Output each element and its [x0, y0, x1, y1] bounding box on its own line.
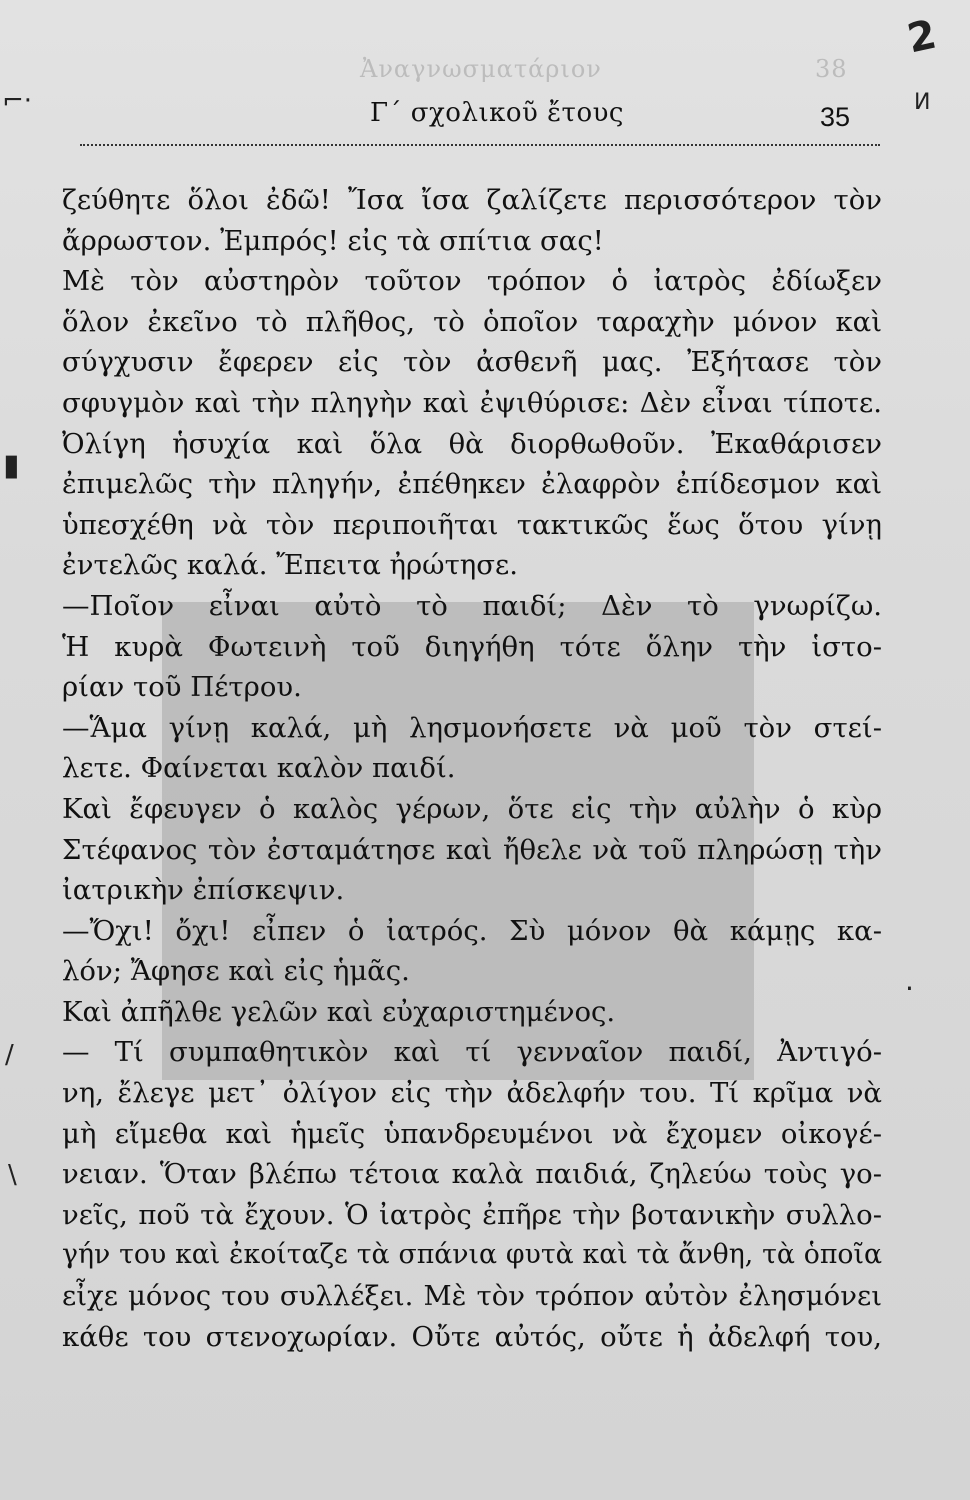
text-line: —Ἅμα γίνῃ καλά, μὴ λησμονήσετε νὰ μοῦ τὸν στεί- — [62, 711, 882, 744]
text-line: κάθε του στενοχωρίαν. Οὔτε αὐτός, οὔτε ἡ ἀδελφή του, — [62, 1320, 882, 1353]
text-line: —Ποῖον εἶναι αὐτὸ τὸ παιδί; Δὲν τὸ γνωρίζω. — [62, 589, 882, 622]
handwritten-mark: 2 — [903, 11, 941, 63]
running-title: Γ΄ σχολικοῦ ἔτους — [370, 98, 624, 128]
margin-scratch: ▮ — [3, 448, 20, 483]
page-number: 35 — [820, 102, 851, 132]
text-line: μὴ εἴμεθα καὶ ἡμεῖς ὑπανδρευμένοι νὰ ἔχομεν οἰκογέ- — [62, 1117, 882, 1150]
text-line: ἰατρικὴν ἐπίσκεψιν. — [62, 874, 345, 907]
text-line: λετε. Φαίνεται καλὸν παιδί. — [62, 752, 456, 785]
text-line: Μὲ τὸν αὐστηρὸν τοῦτον τρόπον ὁ ἰατρὸς ἐδίωξεν — [62, 265, 882, 298]
text-line: Ἡ κυρὰ Φωτεινὴ τοῦ διηγήθη τότε ὅλην τὴν ἱστο- — [62, 630, 882, 663]
text-line: σύγχυσιν ἔφερεν εἰς τὸν ἀσθενῆ μας. Ἐξήτασε τὸν — [62, 346, 882, 379]
running-header — [0, 98, 970, 138]
margin-scratch: \ — [8, 1160, 17, 1190]
text-line: ἐντελῶς καλά. Ἔπειτα ἠρώτησε. — [62, 549, 519, 582]
text-line: ὅλον ἐκεῖνο τὸ πλῆθος, τὸ ὁποῖον ταραχὴν μόνον καὶ — [62, 305, 882, 338]
header-dotted-rule — [80, 144, 880, 146]
margin-scratch: · — [905, 972, 914, 1005]
text-line: Καὶ ἀπῆλθε γελῶν καὶ εὐχαριστημένος. — [62, 995, 616, 1028]
bleed-through-text — [360, 55, 860, 83]
bleed-through-title: Ἀναγνωσματάριον — [360, 55, 602, 83]
text-line: ἐπιμελῶς τὴν πληγήν, ἐπέθηκεν ἐλαφρὸν ἐπίδεσμον καὶ — [62, 468, 882, 501]
text-line: νειαν. Ὅταν βλέπω τέτοια καλὰ παιδιά, ζηλεύω τοὺς γο- — [62, 1158, 882, 1191]
text-line: ὑπεσχέθη νὰ τὸν περιποιῆται τακτικῶς ἕως ὅτου γίνῃ — [62, 508, 882, 541]
margin-scratch: ⌐· — [2, 86, 33, 116]
text-line: —Ὄχι! ὄχι! εἶπεν ὁ ἰατρός. Σὺ μόνον θὰ κάμῃς κα- — [62, 914, 882, 947]
text-line: γήν του καὶ ἐκοίταζε τὰ σπάνια φυτὰ καὶ τὰ ἄνθη, τὰ ὁποῖα — [62, 1239, 882, 1271]
body-text — [62, 180, 882, 1357]
text-line: Στέφανος τὸν ἐσταμάτησε καὶ ἤθελε νὰ τοῦ πληρώσῃ τὴν — [62, 833, 882, 866]
text-line: ζεύθητε ὅλοι ἐδῶ! Ἴσα ἴσα ζαλίζετε περισσότερον τὸν — [62, 184, 882, 216]
bleed-through-page-number: 38 — [815, 55, 848, 83]
text-line: Ὀλίγη ἡσυχία καὶ ὅλα θὰ διορθωθοῦν. Ἐκαθάρισεν — [62, 427, 882, 460]
text-line: — Τί συμπαθητικὸν καὶ τί γενναῖον παιδί, Ἀντιγό- — [62, 1036, 882, 1069]
text-line: Καὶ ἔφευγεν ὁ καλὸς γέρων, ὅτε εἰς τὴν αὐλὴν ὁ κὺρ — [62, 792, 882, 825]
margin-scratch: / — [5, 1040, 14, 1070]
text-line: σφυγμὸν καὶ τὴν πληγὴν καὶ ἐψιθύρισε: Δὲν εἶναι τίποτε. — [62, 386, 882, 419]
text-line: λόν; Ἄφησε καὶ εἰς ἡμᾶς. — [62, 955, 410, 988]
text-line: εἶχε μόνος του συλλέξει. Μὲ τὸν τρόπον αὐτὸν ἐλησμόνει — [62, 1280, 882, 1313]
text-line: νεῖς, ποῦ τὰ ἔχουν. Ὁ ἰατρὸς ἐπῆρε τὴν βοτανικὴν συλλο- — [62, 1198, 882, 1231]
text-line: νη, ἔλεγε μετ᾽ ὀλίγον εἰς τὴν ἀδελφήν του. Τί κρῖμα νὰ — [62, 1077, 882, 1110]
text-line: ρίαν τοῦ Πέτρου. — [62, 671, 302, 704]
handwritten-mark-small: И — [914, 90, 931, 115]
text-line: ἄρρωστον. Ἐμπρός! εἰς τὰ σπίτια σας! — [62, 224, 604, 257]
